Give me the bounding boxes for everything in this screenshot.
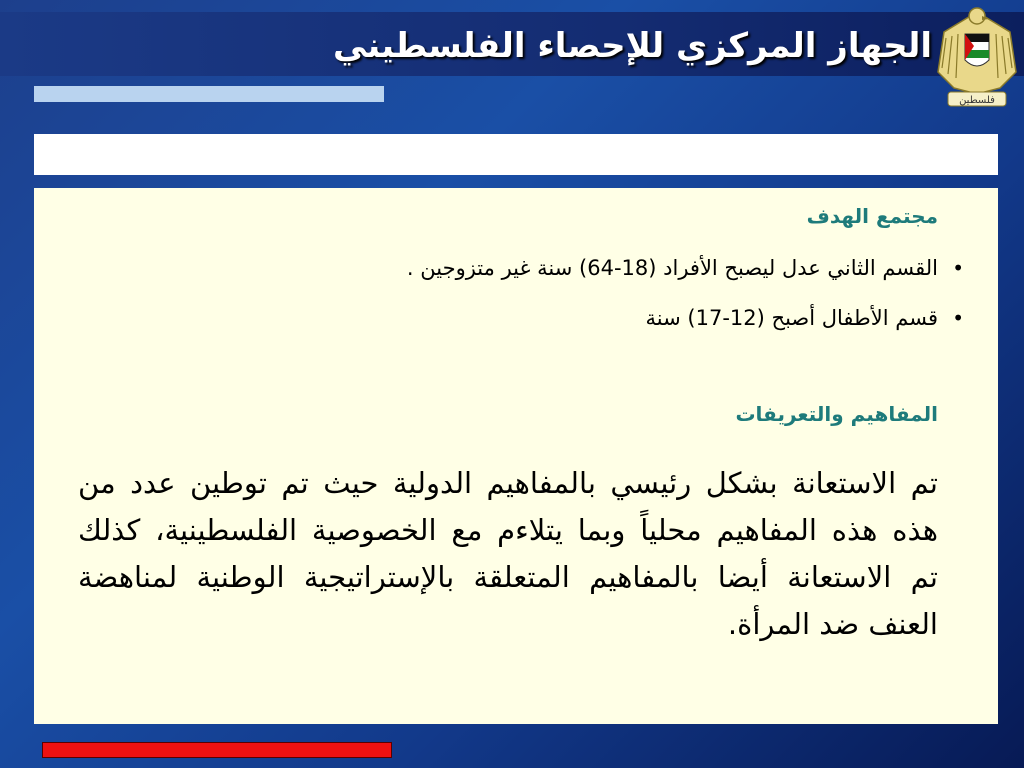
concepts-paragraph [78, 460, 938, 648]
emblem-banner-text: فلسطين [959, 95, 995, 106]
palestine-eagle-emblem-icon [934, 2, 1020, 110]
paragraph-line: هذه هذه المفاهيم محلياً وبما يتلاءم مع الخصوصية الفلسطينية، كذلك [78, 513, 938, 547]
concepts-heading: المفاهيم والتعريفات [735, 402, 938, 426]
bullet-item [407, 304, 964, 354]
bullet-dot-icon: • [952, 256, 964, 280]
bullet-text: قسم الأطفال أصبح (12-17) سنة [645, 306, 938, 330]
bullet-text: القسم الثاني عدل ليصبح الأفراد (18-64) سنة غير متزوجين . [406, 256, 938, 280]
content-panel [34, 188, 998, 724]
target-bullet-list [406, 254, 964, 354]
target-population-heading: مجتمع الهدف [806, 204, 938, 228]
page-title: الجهاز المركزي للإحصاء الفلسطيني [332, 26, 932, 66]
paragraph-line: تم الاستعانة أيضا بالمفاهيم المتعلقة بالإستراتيجية الوطنية لمناهضة [78, 560, 938, 594]
paragraph-line: تم الاستعانة بشكل رئيسي بالمفاهيم الدولية حيث تم توطين عدد من [78, 466, 938, 500]
bullet-item [406, 254, 964, 304]
accent-bar-red [42, 742, 392, 758]
bullet-dot-icon: • [952, 306, 964, 330]
subtitle-band [34, 134, 998, 175]
paragraph-line: العنف ضد المرأة. [727, 607, 938, 641]
accent-bar-light [34, 86, 384, 102]
